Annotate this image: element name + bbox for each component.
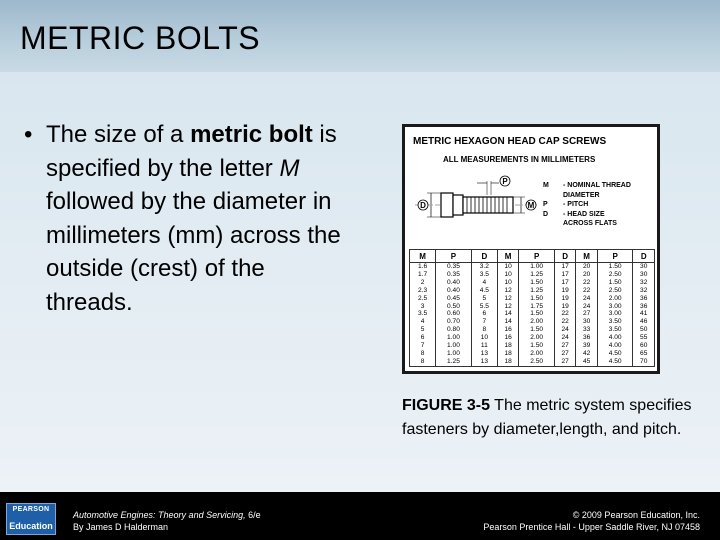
legend-row: [543, 191, 631, 201]
table-cell: 1.50: [519, 295, 555, 303]
table-cell: 0.70: [436, 318, 472, 326]
legend-text: ACROSS FLATS: [563, 220, 617, 227]
table-cell: 30: [576, 318, 597, 326]
footer-publisher-line: Pearson Prentice Hall - Upper Saddle River, NJ 07458: [483, 522, 700, 532]
table-cell: 10: [471, 334, 497, 342]
table-cell: 4.50: [597, 350, 633, 358]
caption-figure-label: FIGURE 3-5: [402, 397, 491, 414]
legend-key: [543, 191, 563, 201]
table-cell: 27: [554, 350, 575, 358]
table-cell: 1.00: [519, 263, 555, 271]
table-row: [410, 342, 655, 350]
legend-row: [543, 200, 631, 210]
table-cell: 22: [554, 318, 575, 326]
table-cell: 19: [554, 287, 575, 295]
table-cell: 17: [554, 271, 575, 279]
logo-bottom-text: Education: [9, 521, 53, 531]
table-cell: 19: [554, 295, 575, 303]
table-cell: 11: [471, 342, 497, 350]
table-cell: 70: [633, 358, 655, 366]
table-cell: 0.40: [436, 279, 472, 287]
table-cell: 1.50: [519, 342, 555, 350]
table-cell: 22: [554, 310, 575, 318]
table-row: [410, 358, 655, 366]
footer-book-title-italic: Automotive Engines: Theory and Servicing,: [73, 510, 246, 520]
legend-text: DIAMETER: [563, 191, 600, 199]
footer-book-edition: 6/e: [245, 510, 261, 520]
table-header-m: M: [576, 250, 597, 263]
bolt-diagram: [411, 169, 541, 245]
table-cell: 10: [497, 263, 518, 271]
table-cell: 3.00: [597, 310, 633, 318]
legend-key: D: [543, 210, 549, 218]
table-header-row: [410, 250, 655, 263]
table-cell: 14: [497, 310, 518, 318]
table-cell: 3.50: [597, 318, 633, 326]
table-cell: 30: [633, 263, 655, 271]
table-cell: 10: [497, 271, 518, 279]
table-cell: 27: [554, 358, 575, 366]
table-row: [410, 279, 655, 287]
figure-subheading: ALL MEASUREMENTS IN MILLIMETERS: [443, 155, 596, 164]
table-cell: 8: [471, 326, 497, 334]
table-cell: 18: [497, 342, 518, 350]
figure-legend: [543, 181, 631, 229]
table-cell: 32: [633, 279, 655, 287]
table-row: [410, 287, 655, 295]
metric-bolt-figure: [402, 124, 660, 374]
table-cell: 1.50: [597, 279, 633, 287]
footer-copyright-line: © 2009 Pearson Education, Inc.: [572, 510, 700, 520]
table-cell: 13: [471, 358, 497, 366]
slide-title: METRIC BOLTS: [20, 20, 261, 56]
table-cell: 12: [497, 287, 518, 295]
table-row: [410, 263, 655, 271]
table-cell: 4: [471, 279, 497, 287]
bullet-text-part2: is specified by the letter: [46, 121, 337, 182]
table-cell: 1.50: [519, 326, 555, 334]
table-cell: 3.5: [410, 310, 436, 318]
footer-book-title: [73, 509, 261, 521]
table-cell: 0.45: [436, 295, 472, 303]
table-cell: 5: [410, 326, 436, 334]
table-cell: 3.50: [597, 326, 633, 334]
table-row: [410, 303, 655, 311]
table-cell: 0.60: [436, 310, 472, 318]
table-cell: 24: [576, 303, 597, 311]
figure-caption: [402, 394, 692, 442]
bolt-size-table: [409, 249, 655, 367]
table-cell: 33: [576, 326, 597, 334]
table-cell: 4.50: [597, 358, 633, 366]
table-header-p: P: [597, 250, 633, 263]
table-row: [410, 295, 655, 303]
table-cell: 46: [633, 318, 655, 326]
table-cell: 18: [497, 350, 518, 358]
table-cell: 2.00: [597, 295, 633, 303]
table-cell: 0.80: [436, 326, 472, 334]
table-cell: 1.6: [410, 263, 436, 271]
legend-text: - HEAD SIZE: [563, 210, 605, 218]
table-cell: 13: [471, 350, 497, 358]
table-cell: 7: [410, 342, 436, 350]
table-cell: 4.5: [471, 287, 497, 295]
table-cell: 10: [497, 279, 518, 287]
table-cell: 1.7: [410, 271, 436, 279]
table-cell: 6: [410, 334, 436, 342]
table-cell: 1.00: [436, 334, 472, 342]
table-cell: 1.25: [519, 287, 555, 295]
table-cell: 1.00: [436, 342, 472, 350]
table-cell: 18: [497, 358, 518, 366]
table-header-d: D: [471, 250, 497, 263]
table-cell: 2.00: [519, 318, 555, 326]
table-cell: 55: [633, 334, 655, 342]
table-row: [410, 318, 655, 326]
table-cell: 20: [576, 271, 597, 279]
legend-key: [543, 219, 563, 229]
table-cell: 30: [633, 271, 655, 279]
table-cell: 0.35: [436, 263, 472, 271]
table-header-p: P: [519, 250, 555, 263]
table-cell: 22: [576, 279, 597, 287]
table-cell: 16: [497, 334, 518, 342]
table-cell: 2.00: [519, 334, 555, 342]
table-cell: 8: [410, 358, 436, 366]
table-cell: 20: [576, 263, 597, 271]
table-row: [410, 334, 655, 342]
table-cell: 2: [410, 279, 436, 287]
diagram-label-m: M: [527, 201, 535, 210]
bullet-text-italic: M: [279, 154, 300, 182]
caption-text: The metric system specifies fasteners by diameter,length, and pitch.: [402, 397, 692, 438]
bullet-text-part1: The size of a: [46, 121, 191, 148]
table-cell: 4: [410, 318, 436, 326]
table-cell: 32: [633, 287, 655, 295]
table-cell: 8: [410, 350, 436, 358]
table-header-p: P: [436, 250, 472, 263]
table-cell: 27: [576, 310, 597, 318]
diagram-label-p: P: [502, 177, 508, 186]
table-row: [410, 271, 655, 279]
table-cell: 3: [410, 303, 436, 311]
table-body: [410, 263, 655, 367]
table-cell: 1.75: [519, 303, 555, 311]
table-header-d: D: [633, 250, 655, 263]
table-cell: 17: [554, 279, 575, 287]
table-cell: 27: [554, 342, 575, 350]
footer-author: By James D Halderman: [73, 522, 169, 532]
legend-key: M: [543, 182, 549, 189]
table-cell: 0.40: [436, 287, 472, 295]
table-cell: 2.3: [410, 287, 436, 295]
table-cell: 2.00: [519, 350, 555, 358]
table-cell: 4.00: [597, 342, 633, 350]
pearson-logo: [6, 503, 56, 535]
table-header-m: M: [410, 250, 436, 263]
table-cell: 1.50: [519, 279, 555, 287]
table-header-d: D: [554, 250, 575, 263]
table-cell: 1.25: [519, 271, 555, 279]
table-cell: 1.50: [519, 310, 555, 318]
table-cell: 42: [576, 350, 597, 358]
footer-book-info: [73, 509, 261, 533]
legend-row: [543, 181, 631, 191]
table-cell: 36: [633, 303, 655, 311]
bullet-text: [46, 118, 344, 319]
table-cell: 39: [576, 342, 597, 350]
bullet-dot: •: [24, 121, 33, 148]
table-cell: 12: [497, 303, 518, 311]
table-cell: 50: [633, 326, 655, 334]
legend-key: P: [543, 201, 548, 208]
table-cell: 36: [633, 295, 655, 303]
table-header-m: M: [497, 250, 518, 263]
table-cell: 0.35: [436, 271, 472, 279]
table-cell: 1.25: [436, 358, 472, 366]
table-cell: 45: [576, 358, 597, 366]
table-cell: 3.5: [471, 271, 497, 279]
table-cell: 24: [554, 326, 575, 334]
table-cell: 1.50: [597, 263, 633, 271]
footer-copyright: [483, 509, 700, 533]
table-cell: 22: [576, 287, 597, 295]
diagram-label-d: D: [420, 201, 426, 210]
table-row: [410, 326, 655, 334]
table-cell: 12: [497, 295, 518, 303]
table-cell: 4.00: [597, 334, 633, 342]
table-cell: 60: [633, 342, 655, 350]
table-row: [410, 350, 655, 358]
table-cell: 17: [554, 263, 575, 271]
legend-text: - NOMINAL THREAD: [563, 182, 631, 189]
table-cell: 36: [576, 334, 597, 342]
logo-top-text: PEARSON: [12, 506, 50, 513]
legend-text: - PITCH: [563, 201, 589, 208]
table-cell: 3.2: [471, 263, 497, 271]
figure-heading: METRIC HEXAGON HEAD CAP SCREWS: [413, 136, 607, 147]
legend-row: [543, 210, 631, 220]
table-cell: 1.00: [436, 350, 472, 358]
bullet-point: [24, 118, 344, 319]
table-cell: 7: [471, 318, 497, 326]
table-cell: 2.50: [519, 358, 555, 366]
table-cell: 24: [576, 295, 597, 303]
table-cell: 3.00: [597, 303, 633, 311]
table-cell: 2.50: [597, 287, 633, 295]
table-cell: 2.5: [410, 295, 436, 303]
table-cell: 16: [497, 326, 518, 334]
table-cell: 6: [471, 310, 497, 318]
table-row: [410, 310, 655, 318]
table-cell: 19: [554, 303, 575, 311]
table-cell: 14: [497, 318, 518, 326]
table-cell: 2.50: [597, 271, 633, 279]
table-cell: 65: [633, 350, 655, 358]
bullet-text-bold: metric bolt: [190, 121, 313, 148]
table-cell: 5.5: [471, 303, 497, 311]
table-cell: 0.50: [436, 303, 472, 311]
legend-row: [543, 219, 631, 229]
table-cell: 24: [554, 334, 575, 342]
table-cell: 41: [633, 310, 655, 318]
bullet-text-part3: followed by the diameter in millimeters (mm) across the outside (crest) of the threads.: [46, 188, 341, 316]
table-cell: 5: [471, 295, 497, 303]
